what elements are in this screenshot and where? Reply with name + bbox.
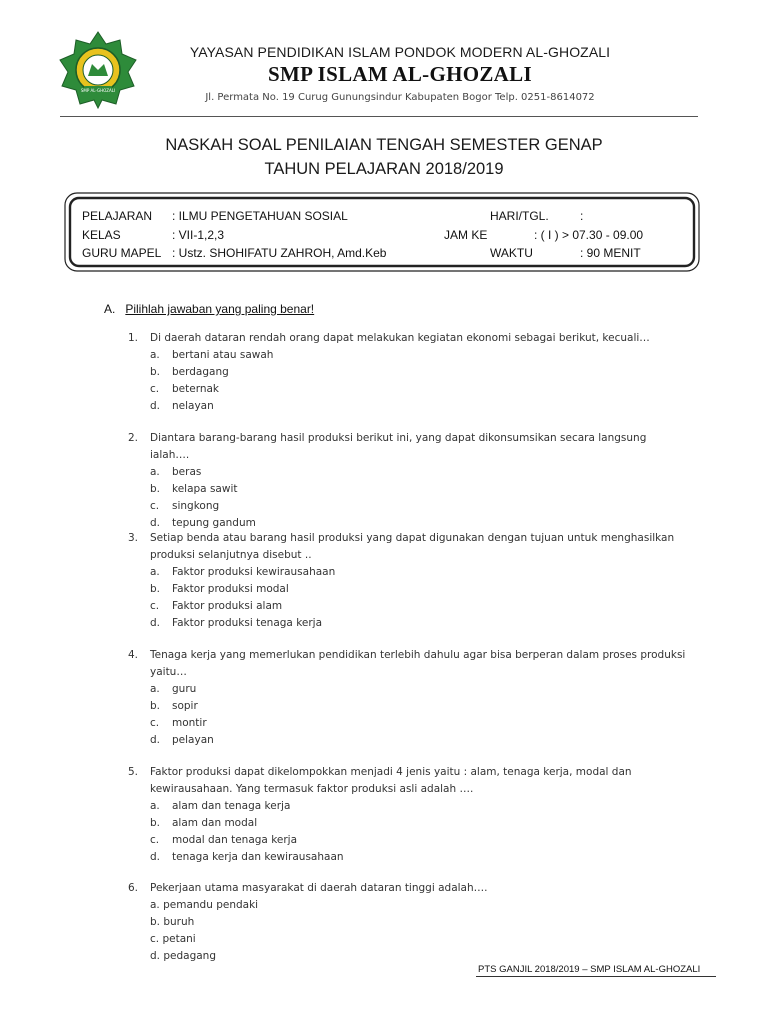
- kelas-label: KELAS: [82, 228, 121, 242]
- option-letter: b.: [150, 583, 161, 595]
- option-a: a. pemandu pendaki: [150, 899, 259, 911]
- question-text: Setiap benda atau barang hasil produksi yang dapat digunakan dengan tujuan untuk menghasilkan produksi selanjutnya disebut ..: [150, 532, 675, 561]
- question-number: 1.: [128, 332, 139, 344]
- question-3: [128, 530, 688, 632]
- option-text: montir: [172, 717, 207, 729]
- option-letter: d.: [150, 851, 161, 863]
- question-text: Di daerah dataran rendah orang dapat melakukan kegiatan ekonomi sebagai berikut, kecuali…: [150, 332, 650, 344]
- jam-value: : ( I ) > 07.30 - 09.00: [534, 228, 644, 242]
- question-6: [128, 880, 688, 965]
- option-letter: b.: [150, 483, 161, 495]
- option-a: [150, 681, 688, 698]
- question-text: Faktor produksi dapat dikelompokkan menjadi 4 jenis yaitu : alam, tenaga kerja, modal dan kewirausahaan. Yang termasuk faktor produksi asli adalah ….: [150, 766, 632, 795]
- option-letter: d.: [150, 517, 161, 529]
- option-d: d. pedagang: [150, 950, 216, 962]
- question-text: Pekerjaan utama masyarakat di daerah dataran tinggi adalah….: [150, 882, 488, 894]
- exam-title: NASKAH SOAL PENILAIAN TENGAH SEMESTER GENAP: [165, 136, 603, 154]
- option-letter: c.: [150, 500, 160, 512]
- exam-info-box: [64, 192, 700, 272]
- option-letter: c.: [150, 383, 160, 395]
- option-text: guru: [172, 683, 197, 695]
- option-letter: a.: [150, 566, 160, 578]
- option-letter: d.: [150, 734, 161, 746]
- option-b: [150, 364, 688, 381]
- hari-value: :: [580, 209, 584, 223]
- option-text: modal dan tenaga kerja: [172, 834, 298, 846]
- option-text: kelapa sawit: [172, 483, 238, 495]
- question-text: Diantara barang-barang hasil produksi berikut ini, yang dapat dikonsumsikan secara langsung ialah….: [150, 432, 647, 461]
- exam-year: TAHUN PELAJARAN 2018/2019: [264, 160, 504, 178]
- foundation-name: YAYASAN PENDIDIKAN ISLAM PONDOK MODERN AL-GHOZALI: [189, 44, 611, 60]
- question-number: 5.: [128, 766, 139, 778]
- option-d: [150, 615, 688, 632]
- guru-value: : Ustz. SHOHIFATU ZAHROH, Amd.Keb: [172, 246, 387, 260]
- option-text: pelayan: [172, 734, 214, 746]
- option-letter: b.: [150, 700, 161, 712]
- kelas-value: : VII-1,2,3: [172, 228, 225, 242]
- option-text: alam dan modal: [172, 817, 258, 829]
- option-c: [150, 715, 688, 732]
- option-letter: d.: [150, 617, 161, 629]
- option-text: Faktor produksi modal: [172, 583, 289, 595]
- question-5: [128, 764, 688, 866]
- option-letter: c.: [150, 717, 160, 729]
- question-2: [128, 430, 688, 532]
- option-text: beras: [172, 466, 202, 478]
- option-text: bertani atau sawah: [172, 349, 274, 361]
- option-letter: c.: [150, 600, 160, 612]
- school-name: SMP ISLAM AL-GHOZALI: [268, 62, 532, 86]
- letterhead-divider: [60, 116, 698, 117]
- option-c: [150, 381, 688, 398]
- option-text: Faktor produksi tenaga kerja: [172, 617, 323, 629]
- option-text: sopir: [172, 700, 198, 712]
- option-a: [150, 347, 688, 364]
- option-a: [150, 464, 688, 481]
- option-d: [150, 849, 688, 866]
- option-letter: c.: [150, 834, 160, 846]
- option-d: [150, 732, 688, 749]
- pelajaran-label: PELAJARAN: [82, 209, 153, 223]
- option-c: [150, 498, 688, 515]
- option-letter: b.: [150, 366, 161, 378]
- option-c: [150, 598, 688, 615]
- question-number: 2.: [128, 432, 139, 444]
- hari-label: HARI/TGL.: [490, 209, 549, 223]
- option-c: [150, 832, 688, 849]
- question-number: 3.: [128, 532, 139, 544]
- option-letter: a.: [150, 349, 160, 361]
- school-address: Jl. Permata No. 19 Curug Gunungsindur Kabupaten Bogor Telp. 0251-8614072: [205, 92, 595, 103]
- section-letter: A.: [104, 302, 116, 316]
- option-text: berdagang: [172, 366, 229, 378]
- waktu-value: : 90 MENIT: [580, 246, 641, 260]
- option-b: b. buruh: [150, 916, 195, 928]
- option-b: [150, 815, 688, 832]
- option-a: [150, 798, 688, 815]
- option-letter: d.: [150, 400, 161, 412]
- option-text: tenaga kerja dan kewirausahaan: [172, 851, 344, 863]
- logo-banner-text: SMP AL-GHOZALI: [80, 88, 116, 93]
- option-d: [150, 398, 688, 415]
- letterhead: [150, 44, 650, 103]
- option-b: [150, 581, 688, 598]
- footer-divider: [476, 976, 716, 977]
- option-text: alam dan tenaga kerja: [172, 800, 291, 812]
- waktu-label: WAKTU: [490, 246, 533, 260]
- question-1: [128, 330, 688, 415]
- option-text: Faktor produksi alam: [172, 600, 283, 612]
- option-letter: b.: [150, 817, 161, 829]
- option-text: nelayan: [172, 400, 214, 412]
- question-text: Tenaga kerja yang memerlukan pendidikan terlebih dahulu agar bisa berperan dalam proses produksi yaitu…: [150, 649, 686, 678]
- option-text: tepung gandum: [172, 517, 256, 529]
- option-letter: a.: [150, 683, 160, 695]
- question-number: 6.: [128, 882, 139, 894]
- option-text: singkong: [172, 500, 220, 512]
- pelajaran-value: : ILMU PENGETAHUAN SOSIAL: [172, 209, 348, 223]
- option-letter: a.: [150, 800, 160, 812]
- jam-label: JAM KE: [444, 228, 488, 242]
- option-a: [150, 564, 688, 581]
- option-text: beternak: [172, 383, 220, 395]
- option-text: Faktor produksi kewirausahaan: [172, 566, 336, 578]
- question-number: 4.: [128, 649, 139, 661]
- section-heading: [104, 302, 314, 316]
- option-letter: a.: [150, 466, 160, 478]
- option-c: c. petani: [150, 933, 196, 945]
- guru-label: GURU MAPEL: [82, 246, 162, 260]
- question-4: [128, 647, 688, 749]
- option-b: [150, 481, 688, 498]
- section-instruction: Pilihlah jawaban yang paling benar!: [125, 302, 315, 316]
- option-b: [150, 698, 688, 715]
- page-footer: PTS GANJIL 2018/2019 – SMP ISLAM AL-GHOZALI: [478, 964, 701, 975]
- school-logo: [58, 30, 138, 110]
